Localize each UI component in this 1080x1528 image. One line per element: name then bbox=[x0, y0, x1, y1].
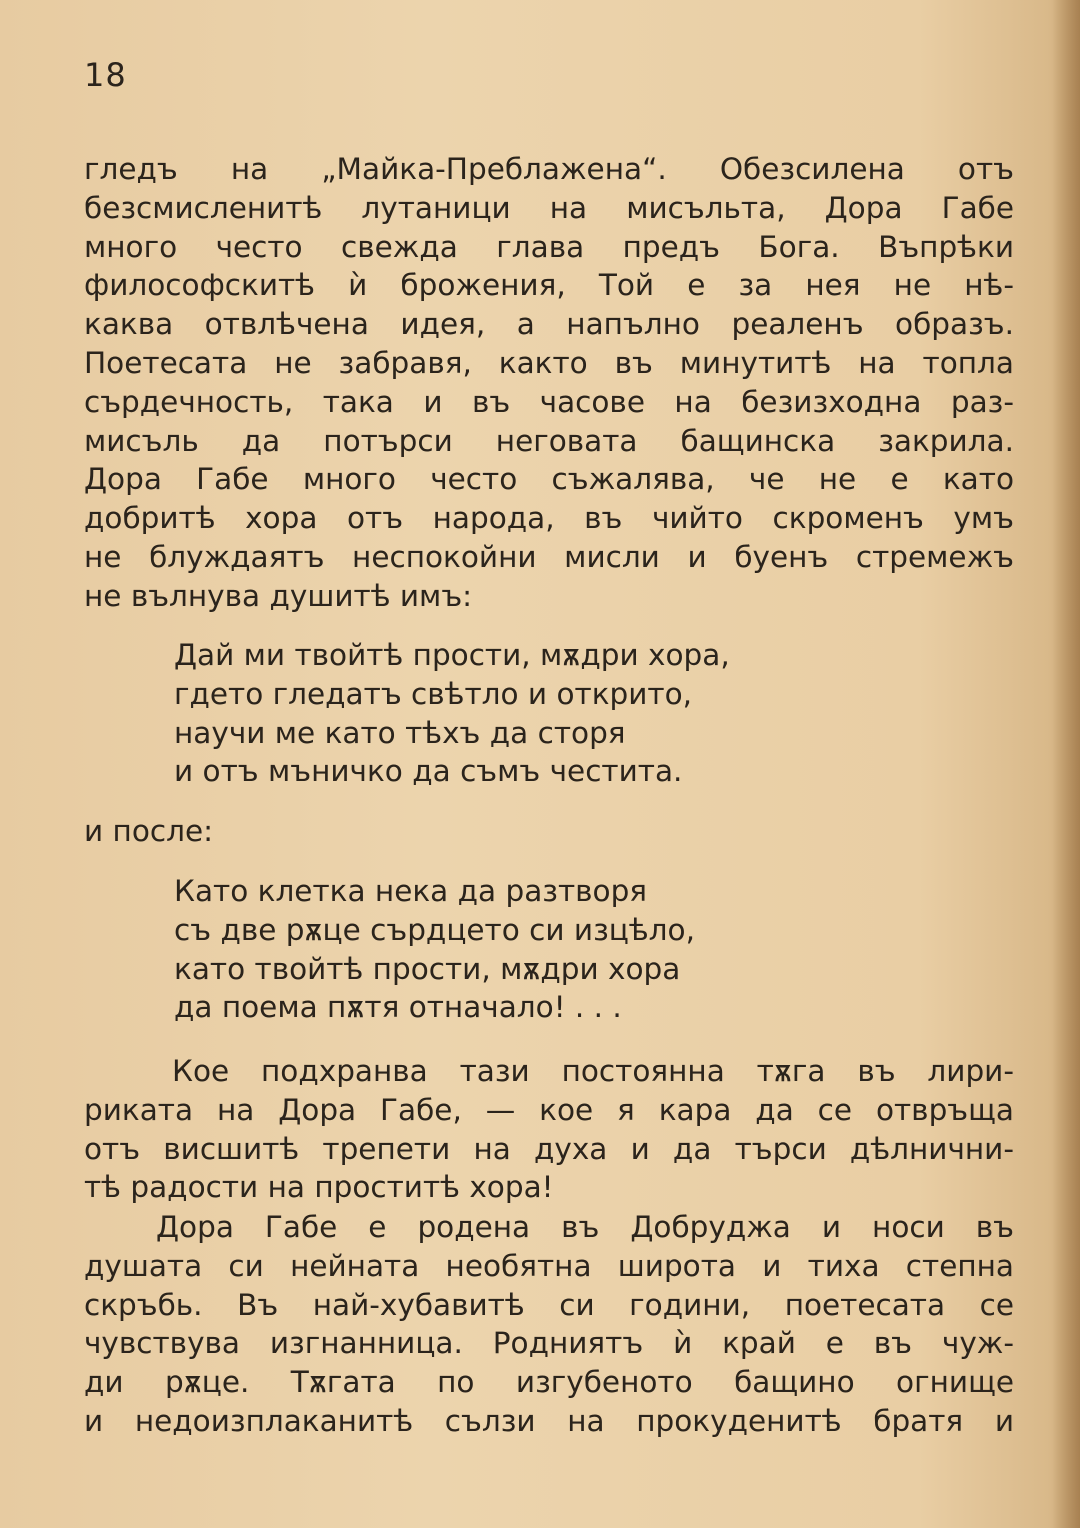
text-line: каква отвлѣчена идея, а напълно реаленъ образъ. bbox=[84, 307, 1014, 342]
text-line: тѣ радости на проститѣ хора! bbox=[84, 1170, 554, 1205]
text-line: душата си нейната необятна широта и тиха степна bbox=[84, 1248, 1014, 1283]
paragraph-1 bbox=[84, 150, 1014, 616]
verse-line: съ две рѫце сърдцето си изцѣло, bbox=[174, 912, 695, 947]
text-line: Кое подхранва тази постоянна тѫга въ лири- bbox=[172, 1054, 1014, 1088]
text-line: скръбь. Въ най-хубавитѣ си години, поетесата се bbox=[84, 1287, 1014, 1322]
verse-2 bbox=[174, 872, 695, 1027]
text-line: Поетесата не забравя, както въ минутитѣ на топла bbox=[84, 345, 1014, 380]
text-line: много често свежда глава предъ Бога. Въпрѣки bbox=[84, 229, 1014, 264]
text-line: гледъ на „Майка-Преблажена“. Обезсилена отъ bbox=[84, 152, 1014, 186]
page-edge-shadow bbox=[1052, 0, 1080, 1528]
text-line: Дора Габе много често съжалява, че не е като bbox=[84, 462, 1014, 497]
verse-line: научи ме като тѣхъ да сторя bbox=[174, 715, 626, 750]
text-line: не блуждаятъ неспокойни мисли и буенъ стремежъ bbox=[84, 539, 1014, 574]
text-line: чувствува изгнанница. Родниятъ ѝ край е въ чуж- bbox=[84, 1326, 1014, 1361]
verse-line: като твойтѣ прости, мѫдри хора bbox=[174, 951, 681, 986]
text-line: риката на Дора Габе, — кое я кара да се отвръща bbox=[84, 1092, 1014, 1127]
verse-1 bbox=[174, 636, 730, 791]
paragraph-2 bbox=[84, 1052, 1014, 1207]
text-line: и недоизплаканитѣ сълзи на прокуденитѣ братя и bbox=[84, 1403, 1014, 1438]
text-line: не вълнува душитѣ имъ: bbox=[84, 578, 473, 613]
verse-line: и отъ мъничко да съмъ честита. bbox=[174, 754, 683, 789]
verse-line: Като клетка нека да разтворя bbox=[174, 874, 648, 908]
verse-line: гдето гледатъ свѣтло и открито, bbox=[174, 676, 693, 711]
text-line: отъ висшитѣ трепети на духа и да търси дѣлнични- bbox=[84, 1131, 1014, 1166]
text-line: безсмисленитѣ лутаници на мисъльта, Дора Габе bbox=[84, 190, 1014, 225]
transition-text: и после: bbox=[84, 814, 214, 848]
verse-line: да поема пѫтя отначало! . . . bbox=[174, 990, 622, 1025]
verse-line: Дай ми твойтѣ прости, мѫдри хора, bbox=[174, 638, 730, 672]
paragraph-3 bbox=[84, 1208, 1014, 1441]
page-number: 18 bbox=[84, 56, 127, 94]
text-line: ди рѫце. Тѫгата по изгубеното бащино огнище bbox=[84, 1365, 1014, 1400]
text-line: Дора Габе е родена въ Добруджа и носи въ bbox=[156, 1210, 1014, 1244]
text-line: мисъль да потърси неговата бащинска закрила. bbox=[84, 423, 1014, 458]
text-line: сърдечность, така и въ часове на безизходна раз- bbox=[84, 384, 1014, 419]
text-line: философскитѣ ѝ брожения, Той е за нея не нѣ- bbox=[84, 268, 1014, 303]
text-line: добритѣ хора отъ народа, въ чийто скроменъ умъ bbox=[84, 501, 1014, 536]
